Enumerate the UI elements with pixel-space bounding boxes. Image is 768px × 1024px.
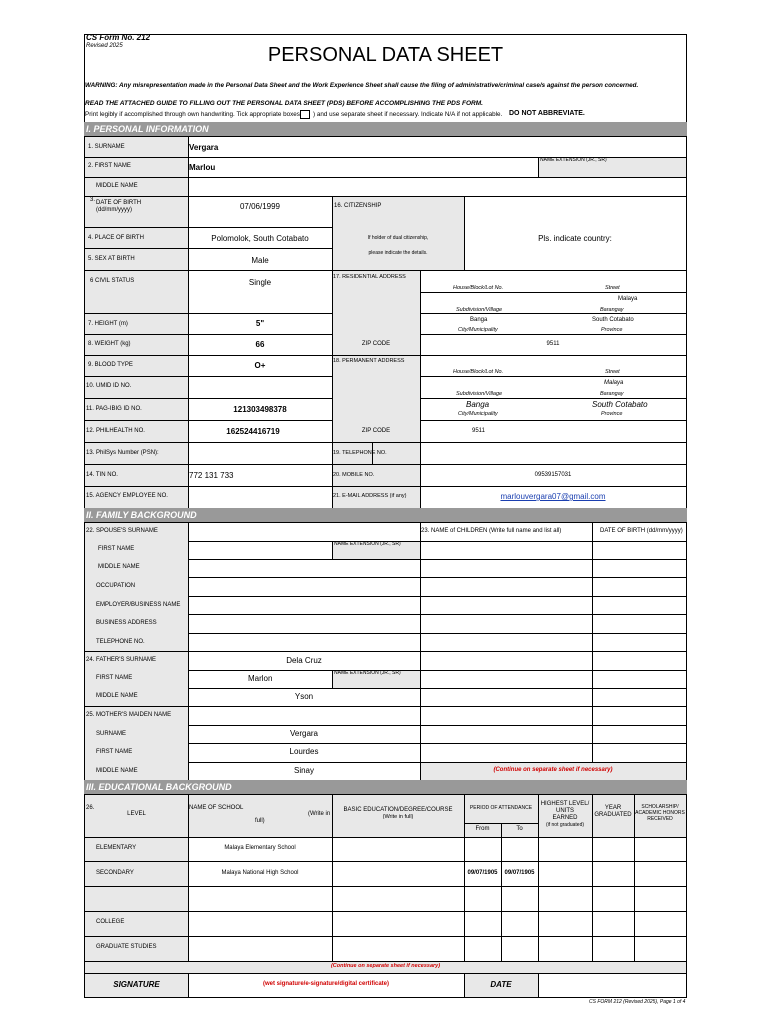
frame-top [84, 34, 687, 35]
citizenship-label: 16. CITIZENSHIP [334, 203, 382, 209]
edu-level-college: COLLEGE [96, 919, 125, 925]
from-header: From [475, 826, 490, 832]
frame-bottom [84, 997, 687, 998]
mobile-value[interactable]: 09539157031 [534, 472, 572, 478]
grid-line [85, 522, 686, 523]
grid-line [188, 614, 686, 615]
tin-label: 14. TIN NO. [86, 472, 118, 478]
dob-value[interactable]: 07/06/1999 [239, 202, 281, 211]
section-personal-info: I. PERSONAL INFORMATION [84, 122, 687, 136]
weight-value[interactable]: 66 [255, 340, 265, 349]
course-header-2: (Write in full) [382, 814, 414, 820]
grid-line [332, 670, 333, 688]
scholarship-header-3: RECEIVED [647, 816, 673, 822]
email-label: 21. E-MAIL ADDRESS (if any) [333, 493, 407, 499]
sex-value[interactable]: Male [251, 256, 269, 265]
education-continue-note: (Continue on separate sheet if necessary) [330, 963, 441, 969]
mother-middle-name-label: MIDDLE NAME [96, 768, 138, 774]
grid-line [85, 886, 686, 887]
spouse-telephone-label: TELEPHONE NO. [96, 639, 145, 645]
to-header: To [516, 826, 523, 832]
grid-line [332, 541, 333, 559]
grid-line [420, 376, 686, 377]
pagibig-label: 11. PAG-IBIG ID NO. [86, 406, 142, 412]
grid-line [85, 196, 686, 197]
res-street-value[interactable]: Malaya [618, 296, 638, 302]
edu-to-secondary[interactable]: 09/07/1905 [504, 870, 535, 876]
grid-line [188, 633, 686, 634]
mother-first-name-label: FIRST NAME [96, 749, 133, 755]
res-brgy-label: Barangay [600, 307, 624, 313]
tick-box-sample [300, 110, 310, 119]
pob-value[interactable]: Polomolok, South Cotabato [211, 234, 309, 243]
dob-format: (dd/mm/yyyy) [96, 207, 132, 213]
edu-level-secondary: SECONDARY [96, 870, 134, 876]
res-zip-value[interactable]: 9511 [546, 341, 560, 347]
read-guide-text: READ THE ATTACHED GUIDE TO FILLING OUT THE PERSONAL DATA SHEET (PDS) BEFORE ACCOMPLISHING THE PDS FORM. [85, 100, 483, 107]
grid-line [85, 136, 686, 137]
grid-line [85, 177, 686, 178]
father-first-name-label: FIRST NAME [96, 675, 133, 681]
grid-line [85, 376, 332, 377]
name-ext-label: NAME EXTENSION (JR., SR) [540, 157, 607, 163]
grid-line [188, 670, 686, 671]
grid-line [538, 157, 539, 177]
blood-type-label: 9. BLOOD TYPE [88, 362, 133, 368]
mother-first-name-value[interactable]: Lourdes [289, 747, 319, 756]
print-legibly-text: Print legibly if accomplished through own handwriting. Tick appropriate boxes [85, 111, 300, 118]
first-name-label: 2. FIRST NAME [88, 163, 131, 169]
warning-text: WARNING: Any misrepresentation made in the Personal Data Sheet and the Work Experience Sheet shall cause the filing of administrative/criminal case/s against the person concerned. [85, 82, 639, 89]
year-grad-header-2: GRADUATED [594, 812, 632, 818]
res-zip-label: ZIP CODE [361, 341, 391, 347]
permanent-address-label: 18. PERMANENT ADDRESS [333, 358, 405, 364]
grid-line [188, 762, 686, 763]
grid-line [85, 420, 332, 421]
pagibig-value[interactable]: 121303498378 [233, 405, 287, 414]
perm-brgy-label: Barangay [600, 391, 624, 397]
grid-line [188, 559, 686, 560]
spouse-first-name-label: FIRST NAME [98, 546, 135, 552]
perm-street-value[interactable]: Malaya [604, 380, 624, 386]
course-header: BASIC EDUCATION/DEGREE/COURSE [343, 807, 453, 813]
edu-level-graduate: GRADUATE STUDIES [96, 944, 157, 950]
civil-status-value[interactable]: Single [248, 278, 272, 287]
res-street-label: Street [605, 285, 620, 291]
height-value[interactable]: 5" [255, 319, 265, 328]
grid-line [85, 861, 686, 862]
grid-line [85, 936, 686, 937]
mother-surname-label: SURNAME [96, 731, 127, 737]
signature-field[interactable]: (wet signature/e-signature/digital certificate) [262, 981, 390, 987]
perm-province-label: Province [601, 411, 623, 417]
grid-line [85, 313, 332, 314]
height-label: 7. HEIGHT (m) [88, 321, 128, 327]
edu-school-secondary[interactable]: Malaya National High School [221, 870, 299, 876]
grid-line [85, 442, 686, 443]
edu-from-secondary[interactable]: 09/07/1905 [467, 870, 498, 876]
highest-level-header-2: UNITS [556, 808, 574, 814]
year-grad-header: YEAR [604, 805, 622, 811]
level-header: LEVEL [127, 811, 146, 817]
dual-citizenship-note: If holder of dual citizenship, [367, 235, 429, 241]
mother-surname-value[interactable]: Vergara [289, 729, 319, 738]
father-surname-value[interactable]: Dela Cruz [286, 656, 322, 665]
pob-label: 4. PLACE OF BIRTH [88, 235, 144, 241]
philsys-label: 13. PhilSys Number (PSN): [86, 450, 159, 456]
mother-middle-name-value[interactable]: Sinay [293, 766, 314, 775]
section-educational-background: III. EDUCATIONAL BACKGROUND [84, 780, 687, 794]
grid-line [85, 270, 686, 271]
form-revised: Revised 2025 [86, 43, 123, 49]
mobile-label: 20. MOBILE NO. [333, 472, 375, 478]
school-header: NAME OF SCHOOL [189, 805, 244, 811]
children-label: 23. NAME of CHILDREN (Write full name and list all) [421, 528, 562, 534]
weight-label: 8. WEIGHT (kg) [88, 341, 131, 347]
edu-school-elementary[interactable]: Malaya Elementary School [224, 845, 296, 851]
indicate-country-field[interactable]: Pls. indicate country: [538, 234, 612, 243]
grid-line [85, 248, 332, 249]
grid-line [592, 522, 593, 762]
telephone-label: 19. TELEPHONE NO. [333, 450, 387, 456]
father-surname-label: 24. FATHER'S SURNAME [86, 657, 157, 663]
children-dob-label: DATE OF BIRTH (dd/mm/yyyy) [600, 528, 683, 534]
signature-label: SIGNATURE [113, 980, 160, 989]
res-subdiv-label: Subdivision/Village [456, 307, 503, 313]
father-middle-name-label: MIDDLE NAME [96, 693, 138, 699]
family-continue-note: (Continue on separate sheet if necessary) [493, 767, 613, 773]
dual-citizenship-note-2: please indicate the details. [368, 250, 428, 256]
do-not-abbreviate: DO NOT ABBREVIATE. [509, 110, 585, 117]
grid-line [85, 651, 686, 652]
page-title: PERSONAL DATA SHEET [267, 44, 504, 66]
dob-label: DATE OF BIRTH [96, 200, 142, 206]
scholarship-header-2: ACADEMIC HONORS [635, 810, 685, 816]
spouse-name-ext-label: NAME EXTENSION (JR., SR) [334, 541, 401, 547]
mother-maiden-label: 25. MOTHER'S MAIDEN NAME [86, 712, 172, 718]
res-city-label: City/Municipality [458, 327, 498, 333]
grid-line [188, 596, 686, 597]
perm-city-value[interactable]: Banga [466, 400, 490, 409]
page-footer: CS FORM 212 (Revised 2025), Page 1 of 4 [589, 999, 686, 1005]
school-header-write-in: (Write in [308, 811, 331, 817]
grid-line [188, 725, 686, 726]
perm-province-value[interactable]: South Cotabato [592, 400, 648, 409]
education-num-label: 26. [86, 805, 95, 811]
father-name-ext-label: NAME EXTENSION (JR., SR) [334, 670, 401, 676]
grid-line [420, 398, 686, 399]
grid-line [85, 486, 686, 487]
grid-line [420, 420, 686, 421]
grid-line [501, 823, 502, 961]
print-legibly-text-2: ) and use separate sheet if necessary. Indicate N/A if not applicable. [313, 111, 503, 118]
philhealth-label: 12. PHILHEALTH NO. [86, 428, 145, 434]
residential-address-label: 17. RESIDENTIAL ADDRESS [333, 274, 406, 280]
grid-line [85, 355, 686, 356]
grid-line [188, 743, 686, 744]
grid-line [332, 196, 333, 508]
section-family-background: II. FAMILY BACKGROUND [84, 508, 687, 522]
spouse-middle-name-label: MIDDLE NAME [98, 564, 140, 570]
middle-name-label: MIDDLE NAME [96, 183, 138, 189]
highest-level-header: HIGHEST LEVEL/ [540, 801, 590, 807]
highest-level-header-3: EARNED [552, 815, 578, 821]
grid-line [464, 196, 465, 270]
scholarship-header: SCHOLARSHIP/ [641, 804, 679, 810]
civil-status-label: 6 CIVIL STATUS [90, 278, 135, 284]
grid-line [85, 961, 686, 962]
email-value[interactable]: marlouvergara07@gmail.com [500, 492, 606, 501]
perm-house-label: House/Block/Lot No. [453, 369, 504, 375]
grid-line [85, 911, 686, 912]
grid-line [85, 398, 332, 399]
grid-line [85, 837, 686, 838]
sex-label: 5. SEX AT BIRTH [88, 256, 135, 262]
spouse-surname-label: 22. SPOUSE'S SURNAME [86, 528, 158, 534]
business-address-label: BUSINESS ADDRESS [96, 620, 157, 626]
perm-street-label: Street [605, 369, 620, 375]
tin-value[interactable]: 772 131 733 [189, 471, 234, 480]
dob-number: 3. [90, 197, 96, 203]
grid-line [420, 334, 686, 335]
first-name-value[interactable]: Marlou [189, 163, 216, 172]
grid-line [85, 334, 332, 335]
grid-line [85, 464, 686, 465]
perm-zip-label: ZIP CODE [361, 428, 391, 434]
highest-level-header-4: (if not graduated) [545, 822, 585, 828]
agency-no-label: 15. AGENCY EMPLOYEE NO. [86, 493, 168, 499]
surname-label: 1. SURNAME [88, 144, 125, 150]
form-number: CS Form No. 212 [86, 33, 151, 42]
res-province-value[interactable]: South Cotabato [592, 317, 634, 323]
education-level-column [85, 837, 188, 961]
grid-line [85, 794, 686, 795]
date-field[interactable] [538, 974, 686, 997]
occupation-label: OCCUPATION [96, 583, 136, 589]
grid-line [188, 541, 686, 542]
employer-label: EMPLOYER/BUSINESS NAME [96, 602, 181, 608]
grid-line [188, 688, 686, 689]
perm-subdiv-label: Subdivision/Village [456, 391, 503, 397]
father-middle-name-value[interactable]: Yson [294, 692, 314, 701]
period-header: PERIOD OF ATTENDANCE [469, 805, 533, 811]
grid-line [85, 706, 686, 707]
umid-label: 10. UMID ID NO. [86, 383, 132, 389]
surname-value[interactable]: Vergara [189, 143, 219, 152]
edu-level-elementary: ELEMENTARY [96, 845, 137, 851]
grid-line [420, 313, 686, 314]
grid-line [188, 577, 686, 578]
address-label-block [332, 270, 420, 442]
res-brgy-value[interactable]: Banga [470, 317, 488, 323]
perm-city-label: City/Municipality [458, 411, 498, 417]
philhealth-value[interactable]: 162524416719 [226, 427, 280, 436]
res-house-label: House/Block/Lot No. [453, 285, 504, 291]
blood-type-value[interactable]: O+ [254, 361, 266, 370]
grid-line [464, 823, 538, 824]
perm-zip-value[interactable]: 9511 [472, 428, 485, 434]
school-header-full: full) [255, 818, 265, 824]
res-province-label: Province [601, 327, 623, 333]
father-first-name-value[interactable]: Marlon [248, 674, 273, 683]
grid-line [420, 292, 686, 293]
date-label: DATE [490, 980, 512, 989]
grid-line [85, 227, 332, 228]
